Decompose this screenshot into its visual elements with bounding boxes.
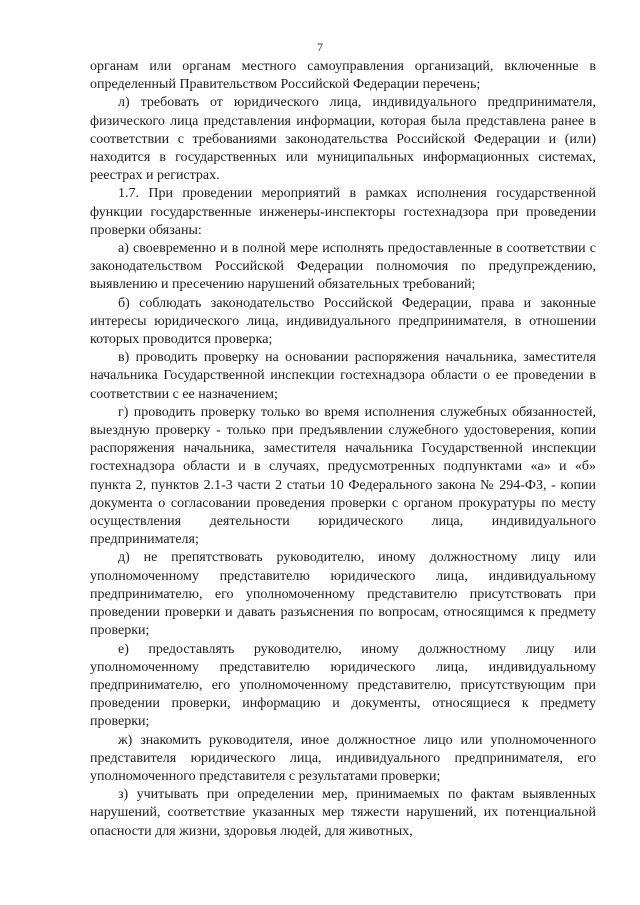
- paragraph-item-z: з) учитывать при определении мер, принимаемых по фактам выявленных нарушений, соответствие указанных мер тяжести нарушений, их потенциальной опасности для жизни, здоровья людей, для животных,: [90, 787, 596, 839]
- paragraph-item-d: д) не препятствовать руководителю, иному должностному лицу или уполномоченному представителю юридического лица, индивидуальному предпринимателю, его уполномоченному представителю присутствовать при проведении проверки и давать разъяснения по вопросам, относящимся к предмету проверки;: [90, 550, 596, 639]
- paragraph-item-b: б) соблюдать законодательство Российской Федерации, права и законные интересы юридического лица, индивидуального предпринимателя, в отношении которых проводится проверка;: [90, 295, 596, 348]
- page-number: 7: [317, 40, 323, 54]
- paragraph-item-e: е) предоставлять руководителю, иному должностному лицу или уполномоченному представителю юридического лица, индивидуальному предпринимателю, его уполномоченному представителю, присутствующим при проведении проверки, информацию и документы, относящиеся к предмету проверки;: [90, 641, 596, 730]
- paragraph-item-l: л) требовать от юридического лица, индивидуального предпринимателя, физического лица представления информации, которая была представлена ранее в соответствии с требованиями законодательства Российской Федерации и (или) находится в государственных или муниципальных информационных системах, реестрах и регистрах.: [90, 95, 596, 184]
- document-body: [90, 58, 596, 841]
- paragraph-item-a: а) своевременно и в полной мере исполнять предоставленные в соответствии с законодательством Российской Федерации полномочия по предупреждению, выявлению и пресечению нарушений обязательных требований;: [90, 241, 596, 293]
- paragraph-continuation: органам или органам местного самоуправления организаций, включенные в определенный Правительством Российской Федерации перечень;: [90, 59, 596, 93]
- paragraph-item-v: в) проводить проверку на основании распоряжения начальника, заместителя начальника Государственной инспекции гостехнадзора области о ее проведении в соответствии с ее назначением;: [90, 350, 596, 402]
- paragraph-item-g: г) проводить проверку только во время исполнения служебных обязанностей, выездную проверку - только при предъявлении служебного удостоверения, копии распоряжения начальника, заместителя начальника Государственной инспекции гостехнадзора области и в случаях, предусмотренных подпунктами «а» и «б» пункта 2, пунктов 2.1-3 части 2 статьи 10 Федерального закона № 294-ФЗ, - копии документа о согласовании проведения проверки с органом прокуратуры по месту осуществления деятельности юридического лица, индивидуального предпринимателя;: [90, 404, 596, 548]
- paragraph-item-zh: ж) знакомить руководителя, иное должностное лицо или уполномоченного представителя юридического лица, индивидуального предпринимателя, его уполномоченного представителя с результатами проверки;: [90, 732, 596, 784]
- paragraph-section-1-7: 1.7. При проведении мероприятий в рамках исполнения государственной функции государственные инженеры-инспекторы гостехнадзора при проведении проверки обязаны:: [90, 186, 596, 238]
